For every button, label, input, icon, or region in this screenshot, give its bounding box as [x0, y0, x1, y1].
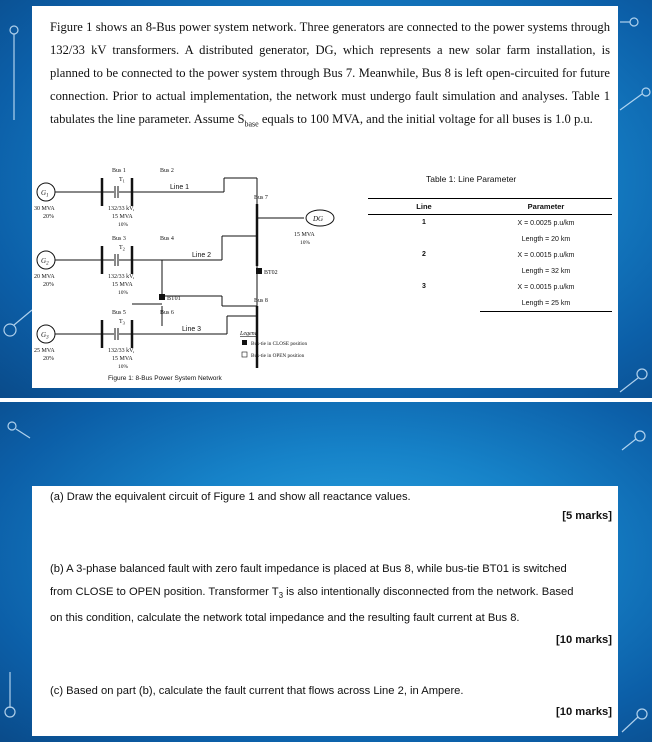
table-row: [368, 279, 612, 295]
bt01-label: BT01: [167, 296, 181, 302]
question-b-marks: [10 marks]: [556, 634, 612, 646]
legend-title: Legend: [240, 331, 258, 337]
reactance-value: X = 0.0015 p.u/km: [517, 283, 575, 291]
t1-voltage: 132/33 kV,: [108, 206, 135, 212]
intro-text-2: equals to 100 MVA, and the initial voltage for all buses is 1.0 p.u.: [258, 112, 593, 126]
col-header-parameter: Parameter: [480, 199, 612, 215]
line2-label: Line 2: [192, 252, 212, 259]
t3-reactance: 10%: [118, 364, 129, 370]
table-row: [368, 247, 612, 263]
question-b-line3: on this condition, calculate the network total impedance and the resulting fault current at Bus 8.: [50, 612, 520, 625]
length-value: Length = 25 km: [480, 295, 612, 312]
g1-label: $G_1$: [41, 189, 49, 199]
intro-subscript: base: [244, 119, 259, 129]
bus3-label: Bus 3: [112, 236, 126, 242]
line3-label: Line 3: [182, 326, 202, 333]
bus7-label: Bus 7: [254, 195, 268, 201]
question-a-marks: [5 marks]: [562, 510, 612, 522]
table-title: Table 1: Line Parameter: [426, 174, 517, 184]
questions-panel: [32, 486, 618, 736]
t3-voltage: 132/33 kV,: [108, 348, 135, 354]
question-c-marks: [10 marks]: [556, 706, 612, 718]
bus6-label: Bus 6: [160, 310, 174, 316]
t1-reactance: 10%: [118, 222, 129, 228]
slide-bottom: [0, 402, 652, 742]
reactance-value: X = 0.0015 p.u/km: [517, 251, 575, 259]
g2-reactance: 20%: [43, 282, 54, 288]
legend-open-marker: [242, 352, 247, 357]
question-b-line2b: is also intentionally disconnected from the network. Based: [283, 586, 574, 598]
legend-closed: Bus-tie in CLOSE position: [251, 341, 308, 347]
line1-label: Line 1: [170, 184, 190, 191]
question-b-subscript: 3: [278, 591, 284, 601]
g1-rating: 30 MVA: [34, 206, 55, 212]
dg-reactance: 10%: [300, 240, 311, 246]
col-header-line: Line: [368, 199, 480, 215]
network-diagram: [32, 156, 352, 384]
line-number: 1: [422, 219, 426, 226]
legend-closed-marker: [242, 340, 247, 345]
t3-label: $T_3$: [119, 319, 125, 326]
reactance-value: X = 0.0025 p.u/km: [517, 219, 575, 227]
t1-rating: 15 MVA: [112, 214, 133, 220]
bus5-label: Bus 5: [112, 310, 126, 316]
t2-label: $T_2$: [119, 245, 125, 252]
line-number: 3: [422, 283, 426, 290]
bus2-label: Bus 2: [160, 168, 174, 174]
bus1-label: Bus 1: [112, 168, 126, 174]
question-b-line1: (b) A 3-phase balanced fault with zero fault impedance is placed at Bus 8, while bus-tie BT01 is switched: [50, 563, 567, 575]
t2-reactance: 10%: [118, 290, 129, 296]
g1-reactance: 20%: [43, 214, 54, 220]
t2-voltage: 132/33 kV,: [108, 274, 135, 280]
intro-text-1: Figure 1 shows an 8-Bus power system network. Three generators are connected to the power systems through 132/33 kV transformers. A distributed generator, DG, which represents a new solar farm installation, is planned to be connected to the power system through Bus 7. Meanwhile, Bus 8 is left open-circuited for future connection. Prior to actual implementation, the network must undergo fault simulation and analyses. Table 1 tabulates the line parameter. Assume S: [50, 20, 610, 126]
content-panel: [32, 6, 618, 388]
t3-rating: 15 MVA: [112, 356, 133, 362]
legend-open: Bus-tie in OPEN position: [251, 353, 305, 359]
g2-label: $G_2$: [41, 257, 49, 267]
question-a: (a) Draw the equivalent circuit of Figure 1 and show all reactance values.: [50, 491, 411, 503]
t2-rating: 15 MVA: [112, 282, 133, 288]
dg-rating: 15 MVA: [294, 232, 315, 238]
bus4-label: Bus 4: [160, 236, 174, 242]
bus8-label: Bus 8: [254, 298, 268, 304]
t1-label: $T_1$: [119, 177, 125, 184]
length-value: Length = 20 km: [521, 235, 571, 243]
figure-caption: Figure 1: 8-Bus Power System Network: [108, 375, 222, 382]
g3-rating: 25 MVA: [34, 348, 55, 354]
g2-rating: 20 MVA: [34, 274, 55, 280]
bt02-closed-marker: [256, 268, 262, 274]
g3-reactance: 20%: [43, 356, 54, 362]
question-c: (c) Based on part (b), calculate the fault current that flows across Line 2, in Ampere.: [50, 685, 464, 697]
question-b-line2a: from CLOSE to OPEN position. Transformer T: [50, 586, 279, 598]
problem-statement: [50, 16, 610, 136]
line-number: 2: [422, 251, 426, 258]
bt02-label: BT02: [264, 270, 278, 276]
dg-label: DG: [313, 215, 324, 223]
table-row: [368, 215, 612, 232]
question-b: [50, 558, 612, 630]
line-parameter-table: [368, 198, 612, 312]
length-value: Length = 32 km: [521, 267, 571, 275]
bt01-closed-marker: [159, 294, 165, 300]
g3-label: $G_3$: [41, 331, 49, 341]
